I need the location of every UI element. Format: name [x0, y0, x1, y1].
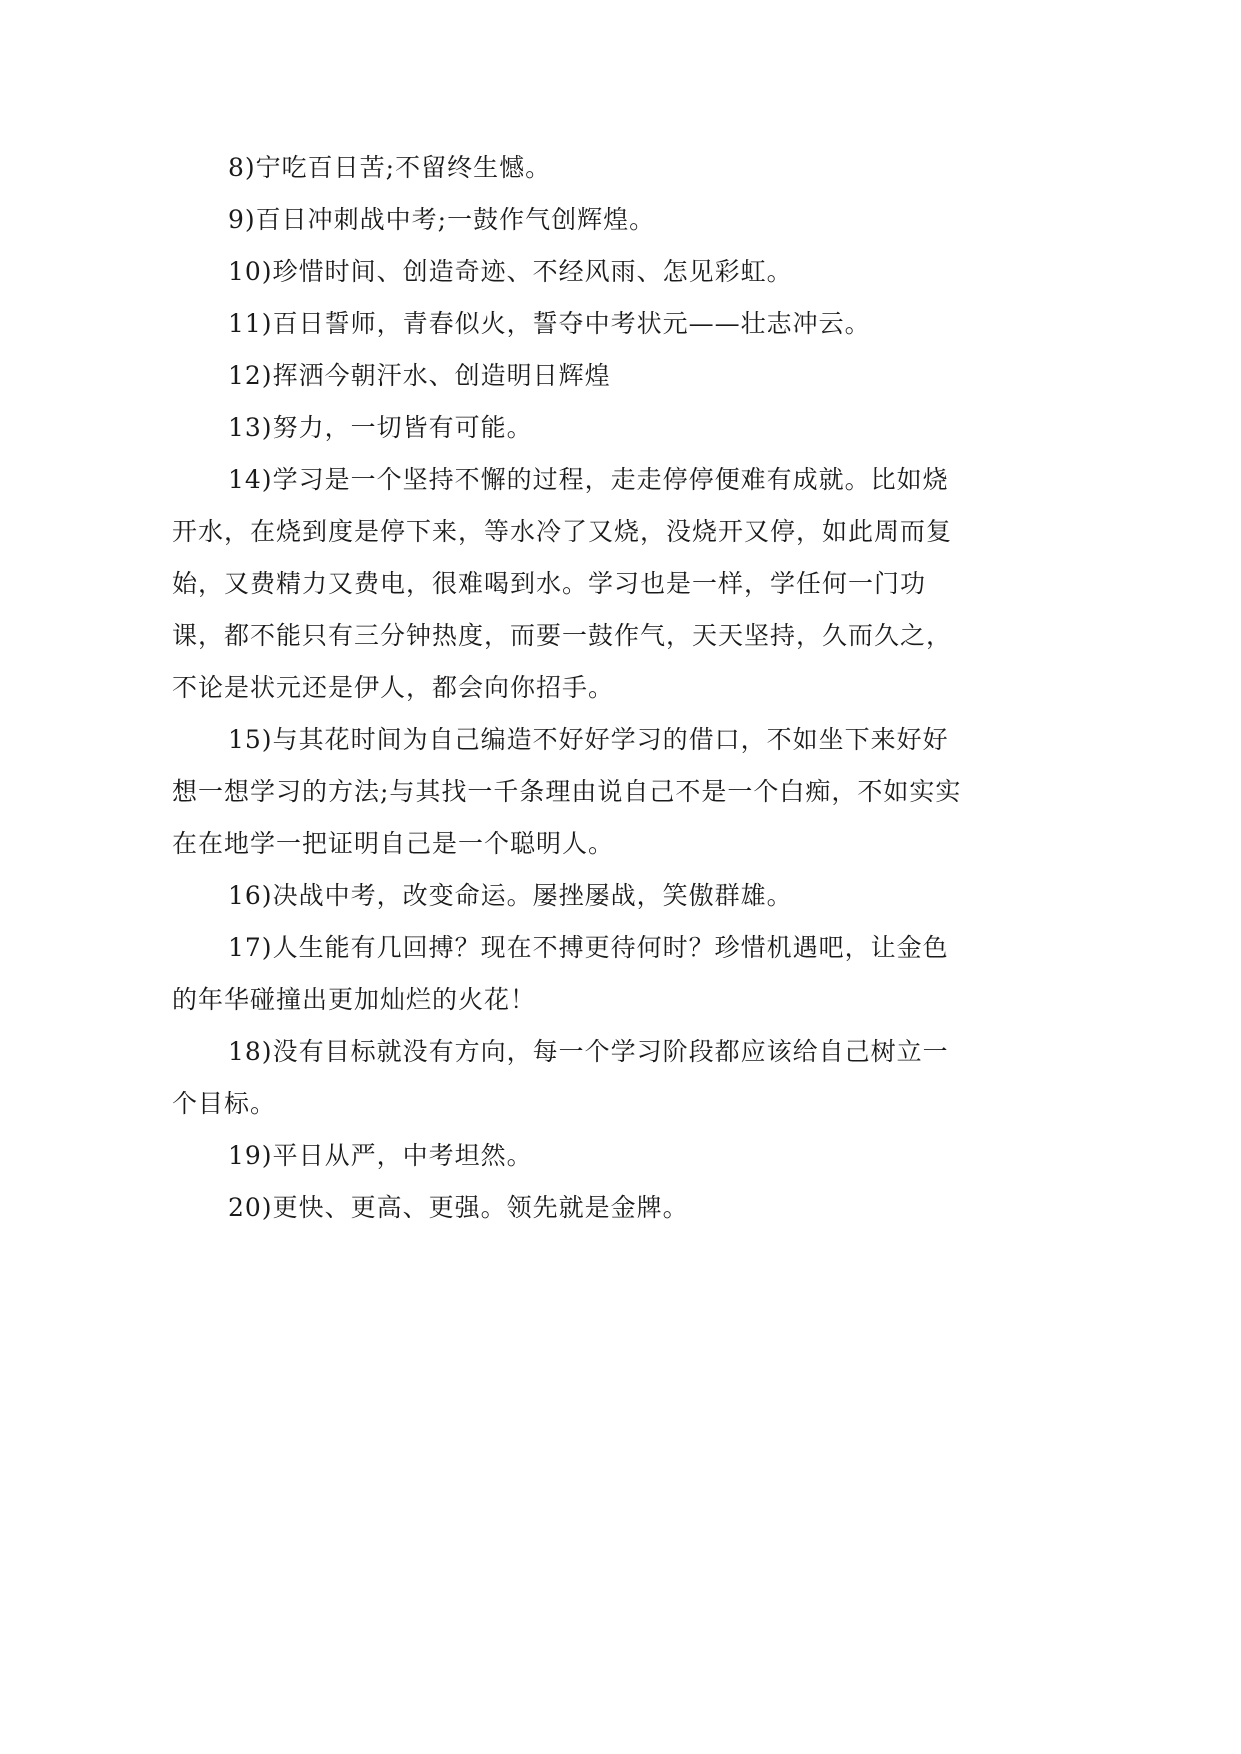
paragraph-12: 12)挥洒今朝汗水、创造明日辉煌	[228, 361, 611, 390]
paragraph-15: 15)与其花时间为自己编造不好好学习的借口，不如坐下来好好想一想学习的方法;与其找一千条理由说自己不是一个白痴，不如实实在在地学一把证明自己是一个聪明人。	[172, 725, 962, 858]
paragraph-11: 11)百日誓师，青春似火，誓夺中考状元——壮志冲云。	[228, 309, 871, 338]
paragraph-14: 14)学习是一个坚持不懈的过程，走走停停便难有成就。比如烧开水，在烧到度是停下来，等水冷了又烧，没烧开又停，如此周而复始，又费精力又费电，很难喝到水。学习也是一样，学任何一门功课，都不能只有三分钟热度，而要一鼓作气，天天坚持，久而久之，不论是状元还是伊人，都会向你招手。	[172, 465, 953, 702]
paragraph-17: 17)人生能有几回搏？现在不搏更待何时？珍惜机遇吧，让金色的年华碰撞出更加灿烂的火花！	[172, 933, 949, 1014]
paragraph-13: 13)努力，一切皆有可能。	[228, 413, 533, 442]
paragraph-9: 9)百日冲刺战中考;一鼓作气创辉煌。	[228, 205, 656, 234]
paragraph-10: 10)珍惜时间、创造奇迹、不经风雨、怎见彩虹。	[228, 257, 793, 286]
paragraph-16: 16)决战中考，改变命运。屡挫屡战，笑傲群雄。	[228, 881, 793, 910]
paragraph-18: 18)没有目标就没有方向，每一个学习阶段都应该给自己树立一个目标。	[172, 1037, 949, 1118]
paragraph-19: 19)平日从严，中考坦然。	[228, 1141, 533, 1170]
paragraph-20: 20)更快、更高、更强。领先就是金牌。	[228, 1193, 689, 1222]
paragraph-8: 8)宁吃百日苦;不留终生憾。	[228, 153, 552, 182]
document-body	[172, 142, 962, 1234]
